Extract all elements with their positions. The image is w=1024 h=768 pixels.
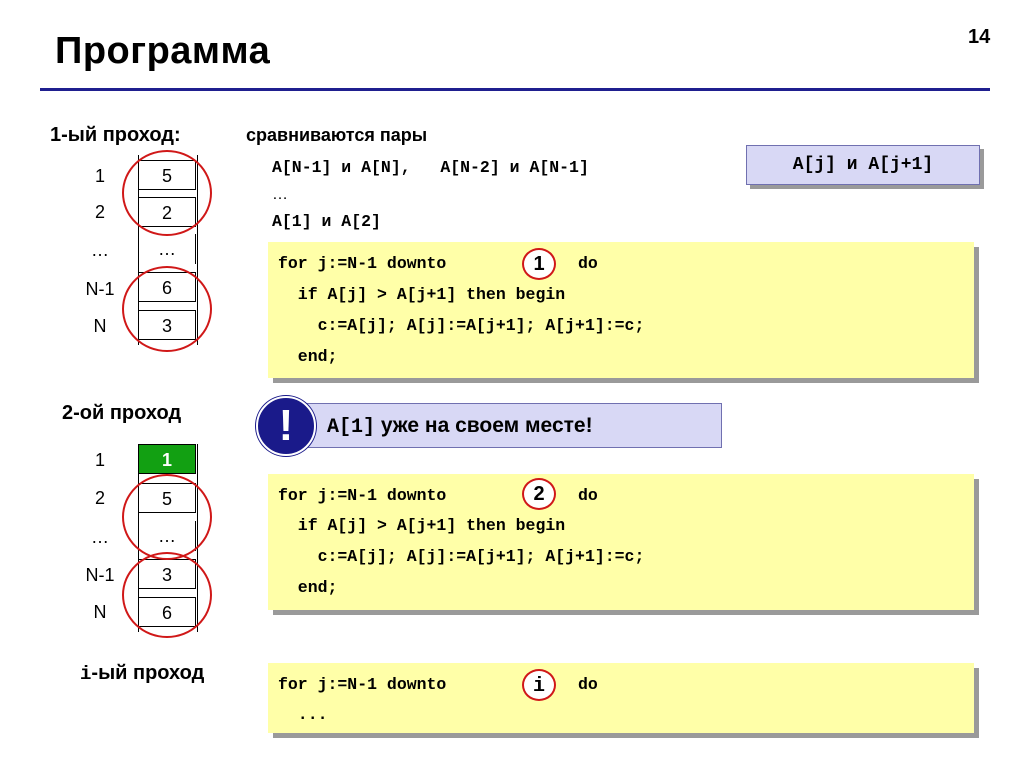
array-index: 2 <box>94 202 105 222</box>
code-block-pass1 <box>268 242 974 378</box>
note-code: A[1] <box>327 416 376 439</box>
array-index: N-1 <box>85 279 115 299</box>
code-block-pass2 <box>268 474 974 610</box>
compare-heading: сравниваются пары <box>246 125 428 145</box>
code-line: c:=A[j]; A[j]:=A[j+1]; A[j+1]:=c; <box>278 316 645 335</box>
passi-label-var: i <box>80 663 92 685</box>
pass-number-marker: 1 <box>522 248 556 280</box>
array-cell: 2 <box>138 197 196 227</box>
array-cell: … <box>138 521 196 551</box>
array-cell: 5 <box>138 483 196 513</box>
array-cell: 5 <box>138 160 196 190</box>
array-cell: … <box>138 234 196 264</box>
pass-number-marker <box>522 669 556 701</box>
array-index: N <box>93 316 107 336</box>
compare-pairs-line: A[N-1] и A[N], A[N-2] и A[N-1] <box>272 158 589 177</box>
note-text-wrap <box>327 404 593 449</box>
code-line: if A[j] > A[j+1] then begin <box>278 285 566 304</box>
pass2-label: 2-ой проход <box>62 402 182 424</box>
array-cell: 6 <box>138 272 196 302</box>
general-pair-text: A[j] и A[j+1] <box>792 155 934 175</box>
array-index: N <box>93 602 107 622</box>
code-line: end; <box>278 347 338 366</box>
code-line: do <box>578 486 598 505</box>
pair-highlight-circle <box>122 150 212 236</box>
note-box <box>300 403 722 448</box>
note-text: уже на своем месте! <box>375 414 593 437</box>
array-cell-sorted: 1 <box>138 444 196 474</box>
passi-label <box>80 662 204 685</box>
code-block-passi <box>268 663 974 733</box>
array-index: 1 <box>94 450 105 470</box>
code-line: c:=A[j]; A[j]:=A[j+1]; A[j+1]:=c; <box>278 547 645 566</box>
array-index: 1 <box>94 166 105 186</box>
code-line: if A[j] > A[j+1] then begin <box>278 516 566 535</box>
slide-number: 14 <box>968 26 991 48</box>
pair-highlight-circle <box>122 474 212 560</box>
code-line: do <box>578 254 598 273</box>
code-line: do <box>578 675 598 694</box>
pass-number-var: i <box>532 675 545 698</box>
pass1-label: 1-ый проход: <box>50 124 181 146</box>
array-index: … <box>91 527 109 547</box>
code-line: ... <box>278 705 328 724</box>
array-index: … <box>91 240 109 260</box>
pair-highlight-circle <box>122 552 212 638</box>
code-line: for j:=N-1 downto <box>278 675 447 694</box>
title-divider <box>40 88 990 91</box>
array-cell: 3 <box>138 310 196 340</box>
pair-highlight-circle <box>122 266 212 352</box>
pass-number-marker: 2 <box>522 478 556 510</box>
general-pair-box <box>746 145 980 185</box>
compare-last-pair: A[1] и A[2] <box>272 212 381 231</box>
code-line: for j:=N-1 downto <box>278 254 447 273</box>
passi-label-text: -ый проход <box>91 662 205 684</box>
compare-ellipsis: … <box>272 186 288 203</box>
code-line: for j:=N-1 downto <box>278 486 447 505</box>
array-cell: 6 <box>138 597 196 627</box>
code-line: end; <box>278 578 338 597</box>
array-index: N-1 <box>85 565 115 585</box>
array-cell: 3 <box>138 559 196 589</box>
exclamation-icon: ! <box>256 396 316 456</box>
slide-title: Программа <box>55 30 271 72</box>
array-index: 2 <box>94 488 105 508</box>
